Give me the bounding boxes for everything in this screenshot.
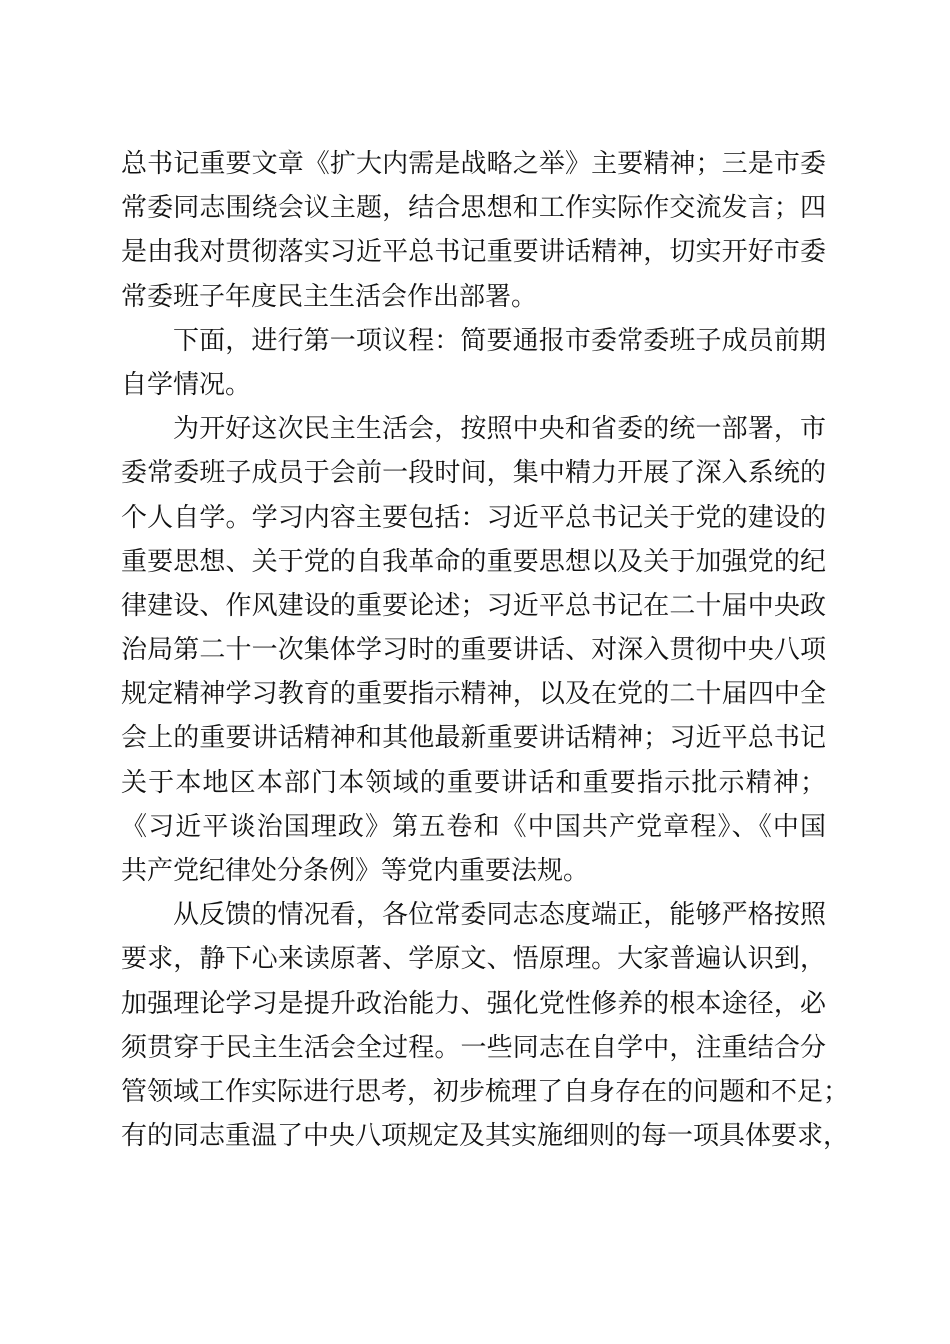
- text-line: 管领域工作实际进行思考，初步梳理了自身存在的问题和不足；: [121, 1076, 850, 1107]
- text-line: 为开好这次民主生活会，按照中央和省委的统一部署，市: [173, 414, 826, 445]
- text-line: 共产党纪律处分条例》等党内重要法规。: [121, 856, 590, 886]
- text-line: 要求，静下心来读原著、学原文、悟原理。大家普遍认识到，: [121, 944, 826, 975]
- text-line: 规定精神学习教育的重要指示精神，以及在党的二十届四中全: [121, 679, 826, 710]
- text-line: 委常委班子成员于会前一段时间，集中精力开展了深入系统的: [121, 458, 826, 489]
- text-line: 加强理论学习是提升政治能力、强化党性修养的根本途径，必: [121, 988, 826, 1019]
- document-body: [121, 142, 850, 1158]
- text-line: 律建设、作风建设的重要论述；习近平总书记在二十届中央政: [121, 590, 826, 621]
- text-line: 个人自学。学习内容主要包括：习近平总书记关于党的建设的: [121, 502, 826, 533]
- text-line: 从反馈的情况看，各位常委同志态度端正，能够严格按照: [173, 900, 826, 931]
- text-line: 总书记重要文章《扩大内需是战略之举》主要精神；三是市委: [121, 149, 826, 179]
- text-line: 治局第二十一次集体学习时的重要讲话、对深入贯彻中央八项: [121, 635, 826, 666]
- text-line: 重要思想、关于党的自我革命的重要思想以及关于加强党的纪: [121, 546, 826, 577]
- text-line: 常委同志围绕会议主题，结合思想和工作实际作交流发言；四: [121, 193, 826, 224]
- text-line: 自学情况。: [121, 369, 252, 400]
- text-line: 《习近平谈治国理政》第五卷和《中国共产党章程》、《中国: [121, 811, 826, 842]
- text-line: 关于本地区本部门本领域的重要讲话和重要指示批示精神；: [121, 767, 826, 798]
- text-line: 会上的重要讲话精神和其他最新重要讲话精神；习近平总书记: [121, 723, 826, 754]
- text-line: 有的同志重温了中央八项规定及其实施细则的每一项具体要求，: [121, 1121, 850, 1152]
- text-line: 是由我对贯彻落实习近平总书记重要讲话精神，切实开好市委: [121, 237, 826, 268]
- text-line: 下面，进行第一项议程：简要通报市委常委班子成员前期: [173, 325, 826, 356]
- text-line: 常委班子年度民主生活会作出部署。: [121, 281, 538, 312]
- text-line: 须贯穿于民主生活会全过程。一些同志在自学中，注重结合分: [121, 1032, 826, 1063]
